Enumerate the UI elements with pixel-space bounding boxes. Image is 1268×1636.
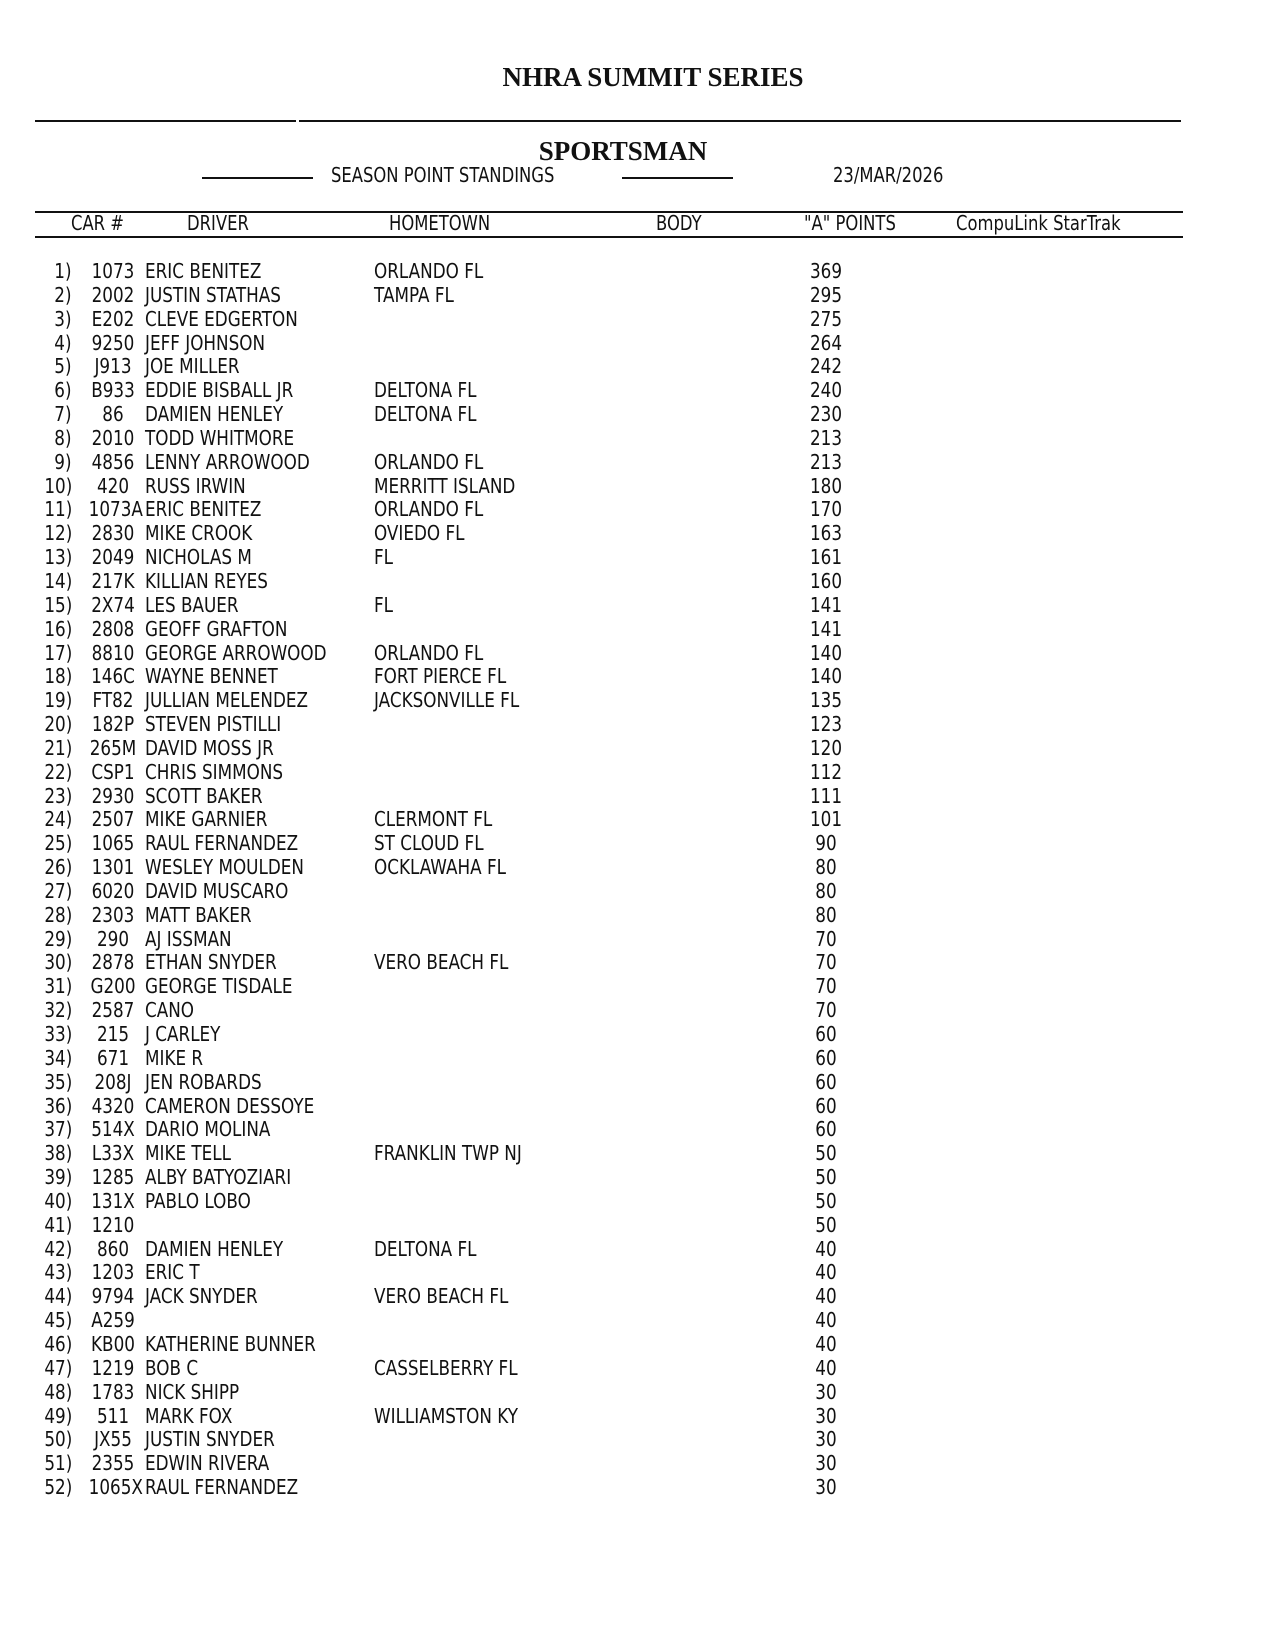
points-cell: 111 [809,783,843,808]
table-row [0,1117,1268,1141]
table-row [0,807,1268,831]
car-number-cell: 514X [91,1117,135,1142]
points-cell: 123 [809,712,843,737]
table-row [0,664,1268,688]
table-row [0,831,1268,855]
points-cell: 80 [815,855,837,880]
car-number-cell: 182P [91,712,135,737]
driver-cell: KATHERINE BUNNER [145,1331,316,1356]
table-row [0,617,1268,641]
rank-cell: 38) [44,1141,72,1166]
table-row [0,879,1268,903]
car-number-cell: 2X74 [91,592,135,617]
driver-cell: ERIC T [145,1260,200,1285]
car-number-cell: 8810 [91,640,135,665]
rank-cell: 22) [44,759,72,784]
driver-cell: CHRIS SIMMONS [145,759,284,784]
column-header-system: CompuLink StarTrak [956,211,1121,235]
rank-cell: 26) [44,855,72,880]
points-cell: 30 [815,1475,837,1500]
class-title: SPORTSMAN [538,136,708,166]
driver-cell: DARIO MOLINA [145,1117,271,1142]
driver-cell: JUSTIN SNYDER [145,1427,275,1452]
driver-cell: LENNY ARROWOOD [145,449,310,474]
rank-cell: 52) [44,1475,72,1500]
points-cell: 50 [815,1141,837,1166]
table-row [0,426,1268,450]
driver-cell: ERIC BENITEZ [145,497,262,522]
driver-cell: PABLO LOBO [145,1188,251,1213]
points-cell: 40 [815,1355,837,1380]
hometown-cell: OVIEDO FL [374,521,465,546]
rank-cell: 42) [44,1236,72,1261]
points-cell: 242 [809,354,843,379]
points-cell: 141 [809,616,843,641]
points-cell: 161 [809,545,843,570]
car-number-cell: 1285 [91,1165,135,1190]
points-cell: 170 [809,497,843,522]
rank-cell: 9) [54,449,72,474]
driver-cell: CLEVE EDGERTON [145,306,298,331]
points-cell: 30 [815,1427,837,1452]
points-cell: 40 [815,1260,837,1285]
table-row [0,331,1268,355]
driver-cell: DAVID MUSCARO [145,878,289,903]
rank-cell: 27) [44,878,72,903]
hometown-cell: OCKLAWAHA FL [374,855,506,880]
rank-cell: 2) [54,282,72,307]
driver-cell: GEORGE ARROWOOD [145,640,327,665]
hometown-cell: CASSELBERRY FL [374,1355,518,1380]
hometown-cell: FL [374,545,394,570]
driver-cell: CAMERON DESSOYE [145,1093,315,1118]
rank-cell: 4) [54,330,72,355]
rank-cell: 15) [44,592,72,617]
driver-cell: JEFF JOHNSON [145,330,266,355]
car-number-cell: 4320 [91,1093,135,1118]
points-cell: 213 [809,425,843,450]
points-cell: 275 [809,306,843,331]
points-cell: 30 [815,1379,837,1404]
car-number-cell: CSP1 [91,759,135,784]
table-row [0,1260,1268,1284]
points-cell: 40 [815,1331,837,1356]
table-row [0,855,1268,879]
driver-cell: J CARLEY [145,1022,221,1046]
points-cell: 60 [815,1022,837,1046]
points-cell: 140 [809,664,843,689]
car-number-cell: B933 [91,378,135,403]
rank-cell: 20) [44,712,72,737]
table-row [0,1070,1268,1094]
rank-cell: 37) [44,1117,72,1142]
table-row [0,736,1268,760]
car-number-cell: E202 [91,306,135,331]
points-cell: 50 [815,1212,837,1237]
points-cell: 40 [815,1236,837,1261]
table-row [0,378,1268,402]
points-cell: 30 [815,1403,837,1428]
hometown-cell: CLERMONT FL [374,807,493,832]
driver-cell: RAUL FERNANDEZ [145,1475,299,1500]
hometown-cell: JACKSONVILLE FL [374,688,520,713]
rank-cell: 51) [44,1451,72,1476]
rank-cell: 50) [44,1427,72,1452]
table-row [0,1427,1268,1451]
table-row [0,1404,1268,1428]
driver-cell: AJ ISSMAN [145,926,232,951]
rank-cell: 49) [44,1403,72,1428]
car-number-cell: 2303 [91,902,135,927]
table-row [0,521,1268,545]
points-cell: 60 [815,1045,837,1070]
hometown-cell: ORLANDO FL [374,259,484,283]
car-number-cell: 4856 [91,449,135,474]
driver-cell: NICHOLAS M [145,545,252,570]
car-number-cell: FT82 [92,688,134,713]
points-cell: 140 [809,640,843,665]
table-row [0,1332,1268,1356]
driver-cell: MIKE GARNIER [145,807,268,832]
car-number-cell: 2587 [91,998,135,1023]
hometown-cell: ORLANDO FL [374,497,484,522]
hometown-cell: VERO BEACH FL [374,1284,509,1309]
rank-cell: 44) [44,1284,72,1309]
table-row [0,1284,1268,1308]
hometown-cell: TAMPA FL [374,282,454,307]
hometown-cell: ORLANDO FL [374,449,484,474]
driver-cell: JEN ROBARDS [145,1069,262,1094]
table-row [0,402,1268,426]
table-row [0,1213,1268,1237]
rank-cell: 31) [44,974,72,999]
driver-cell: STEVEN PISTILLI [145,712,282,737]
rank-cell: 6) [54,378,72,403]
driver-cell: ALBY BATYOZIARI [145,1165,292,1190]
points-cell: 120 [809,735,843,760]
table-row [0,1022,1268,1046]
driver-cell: GEOFF GRAFTON [145,616,288,641]
rank-cell: 47) [44,1355,72,1380]
points-cell: 70 [815,950,837,975]
table-row [0,712,1268,736]
table-row [0,354,1268,378]
car-number-cell: A259 [91,1308,135,1333]
table-row [0,950,1268,974]
car-number-cell: L33X [91,1141,135,1166]
table-row [0,927,1268,951]
table-row [0,1237,1268,1261]
points-cell: 60 [815,1117,837,1142]
car-number-cell: 1301 [91,855,135,880]
points-cell: 230 [809,402,843,427]
driver-cell: MARK FOX [145,1403,233,1428]
table-row [0,1356,1268,1380]
table-row [0,1380,1268,1404]
driver-cell: JACK SNYDER [145,1284,258,1309]
hometown-cell: MERRITT ISLAND [374,473,516,498]
car-number-cell: 2355 [91,1451,135,1476]
rank-cell: 16) [44,616,72,641]
table-row [0,903,1268,927]
hometown-cell: FORT PIERCE FL [374,664,507,689]
points-cell: 264 [809,330,843,355]
car-number-cell: 9250 [91,330,135,355]
table-row [0,974,1268,998]
table-row [0,1451,1268,1475]
rank-cell: 35) [44,1069,72,1094]
driver-cell: JOE MILLER [145,354,240,379]
standings-table [0,259,1268,1499]
rank-cell: 25) [44,831,72,856]
car-number-cell: 860 [96,1236,130,1261]
car-number-cell: JX55 [94,1427,132,1452]
column-header-driver: DRIVER [187,211,249,235]
table-row [0,641,1268,665]
car-number-cell: G200 [90,974,136,999]
rank-cell: 43) [44,1260,72,1285]
driver-cell: RUSS IRWIN [145,473,246,498]
rank-cell: 19) [44,688,72,713]
hometown-cell: ST CLOUD FL [374,831,484,856]
rank-cell: 24) [44,807,72,832]
points-cell: 295 [809,282,843,307]
rank-cell: 21) [44,735,72,760]
car-number-cell: 2830 [91,521,135,546]
car-number-cell: 1203 [91,1260,135,1285]
car-number-cell: 511 [96,1403,130,1428]
points-cell: 160 [809,568,843,593]
table-row [0,474,1268,498]
rank-cell: 41) [44,1212,72,1237]
table-row [0,283,1268,307]
driver-cell: JUSTIN STATHAS [145,282,281,307]
rank-cell: 36) [44,1093,72,1118]
car-number-cell: 2507 [91,807,135,832]
points-cell: 60 [815,1069,837,1094]
car-number-cell: 420 [96,473,130,498]
hometown-cell: DELTONA FL [374,402,477,427]
column-header-car: CAR # [71,211,125,235]
car-number-cell: 86 [102,402,124,427]
table-row [0,688,1268,712]
hometown-cell: FRANKLIN TWP NJ [374,1141,522,1166]
table-row [0,1475,1268,1499]
rank-cell: 34) [44,1045,72,1070]
table-row [0,1046,1268,1070]
car-number-cell: 2002 [91,282,135,307]
rank-cell: 13) [44,545,72,570]
rank-cell: 12) [44,521,72,546]
points-cell: 101 [809,807,843,832]
table-row [0,545,1268,569]
car-number-cell: 131X [91,1188,135,1213]
car-number-cell: 217K [91,568,135,593]
table-row [0,259,1268,283]
rank-cell: 8) [54,425,72,450]
column-header-body: BODY [656,211,702,235]
rank-cell: 10) [44,473,72,498]
driver-cell: KILLIAN REYES [145,568,268,593]
title-divider-right [299,120,1181,122]
points-cell: 80 [815,878,837,903]
driver-cell: ETHAN SNYDER [145,950,277,975]
table-row [0,593,1268,617]
car-number-cell: 1073 [91,259,135,283]
hometown-cell: VERO BEACH FL [374,950,509,975]
driver-cell: DAMIEN HENLEY [145,402,284,427]
driver-cell: SCOTT BAKER [145,783,263,808]
points-cell: 141 [809,592,843,617]
rank-cell: 39) [44,1165,72,1190]
rank-cell: 28) [44,902,72,927]
hometown-cell: ORLANDO FL [374,640,484,665]
table-row [0,569,1268,593]
table-row [0,760,1268,784]
car-number-cell: 1783 [91,1379,135,1404]
column-header-points: "A" POINTS [804,211,896,235]
table-row [0,497,1268,521]
driver-cell: BOB C [145,1355,199,1380]
rank-cell: 46) [44,1331,72,1356]
driver-cell: MIKE CROOK [145,521,253,546]
car-number-cell: 2049 [91,545,135,570]
rank-cell: 45) [44,1308,72,1333]
car-number-cell: 2808 [91,616,135,641]
rank-cell: 32) [44,998,72,1023]
driver-cell: CANO [145,998,195,1023]
car-number-cell: 1065X [88,1475,143,1500]
car-number-cell: 290 [96,926,130,951]
points-cell: 90 [815,831,837,856]
rank-cell: 7) [54,402,72,427]
subtitle: SEASON POINT STANDINGS [331,163,555,187]
car-number-cell: KB00 [91,1331,135,1356]
driver-cell: RAUL FERNANDEZ [145,831,299,856]
car-number-cell: 2930 [91,783,135,808]
header-rule-bottom [35,236,1183,238]
driver-cell: NICK SHIPP [145,1379,240,1404]
car-number-cell: 1073A [88,497,143,522]
table-row [0,1141,1268,1165]
hometown-cell: DELTONA FL [374,378,477,403]
table-row [0,998,1268,1022]
car-number-cell: 1219 [91,1355,135,1380]
hometown-cell: FL [374,592,394,617]
table-row [0,1308,1268,1332]
car-number-cell: 2878 [91,950,135,975]
driver-cell: LES BAUER [145,592,239,617]
driver-cell: DAVID MOSS JR [145,735,274,760]
car-number-cell: 265M [89,735,137,760]
rank-cell: 30) [44,950,72,975]
report-date: 23/MAR/2026 [833,163,944,187]
points-cell: 369 [809,259,843,283]
hometown-cell: WILLIAMSTON KY [374,1403,518,1428]
table-row [0,1165,1268,1189]
driver-cell: EDDIE BISBALL JR [145,378,294,403]
column-header-hometown: HOMETOWN [389,211,491,235]
car-number-cell: 2010 [91,425,135,450]
rank-cell: 5) [54,354,72,379]
car-number-cell: J913 [94,354,132,379]
table-row [0,784,1268,808]
points-cell: 112 [809,759,843,784]
points-cell: 40 [815,1284,837,1309]
rank-cell: 1) [54,259,72,283]
driver-cell: GEORGE TISDALE [145,974,293,999]
driver-cell: WAYNE BENNET [145,664,278,689]
points-cell: 240 [809,378,843,403]
hometown-cell: DELTONA FL [374,1236,477,1261]
points-cell: 40 [815,1308,837,1333]
rank-cell: 18) [44,664,72,689]
rank-cell: 11) [44,497,72,522]
subtitle-dash-left [202,177,313,179]
points-cell: 135 [809,688,843,713]
car-number-cell: 146C [91,664,135,689]
points-cell: 30 [815,1451,837,1476]
table-row [0,1094,1268,1118]
points-cell: 50 [815,1188,837,1213]
car-number-cell: 9794 [91,1284,135,1309]
rank-cell: 48) [44,1379,72,1404]
driver-cell: TODD WHITMORE [145,425,295,450]
driver-cell: DAMIEN HENLEY [145,1236,284,1261]
driver-cell: MATT BAKER [145,902,252,927]
points-cell: 80 [815,902,837,927]
driver-cell: MIKE TELL [145,1141,232,1166]
car-number-cell: 1210 [91,1212,135,1237]
car-number-cell: 208J [94,1069,132,1094]
points-cell: 213 [809,449,843,474]
points-cell: 70 [815,926,837,951]
subtitle-dash-right [622,177,733,179]
table-row [0,307,1268,331]
points-cell: 70 [815,974,837,999]
rank-cell: 40) [44,1188,72,1213]
rank-cell: 17) [44,640,72,665]
rank-cell: 23) [44,783,72,808]
car-number-cell: 671 [96,1045,130,1070]
driver-cell: JULLIAN MELENDEZ [145,688,309,713]
driver-cell: MIKE R [145,1045,204,1070]
points-cell: 70 [815,998,837,1023]
car-number-cell: 6020 [91,878,135,903]
rank-cell: 33) [44,1022,72,1046]
driver-cell: WESLEY MOULDEN [145,855,304,880]
car-number-cell: 215 [96,1022,130,1046]
points-cell: 163 [809,521,843,546]
page-title: NHRA SUMMIT SERIES [502,62,804,92]
rank-cell: 29) [44,926,72,951]
table-row [0,450,1268,474]
points-cell: 60 [815,1093,837,1118]
driver-cell: EDWIN RIVERA [145,1451,270,1476]
points-cell: 50 [815,1165,837,1190]
title-divider-left [35,120,296,122]
rank-cell: 3) [54,306,72,331]
driver-cell: ERIC BENITEZ [145,259,262,283]
rank-cell: 14) [44,568,72,593]
table-row [0,1189,1268,1213]
car-number-cell: 1065 [91,831,135,856]
points-cell: 180 [809,473,843,498]
